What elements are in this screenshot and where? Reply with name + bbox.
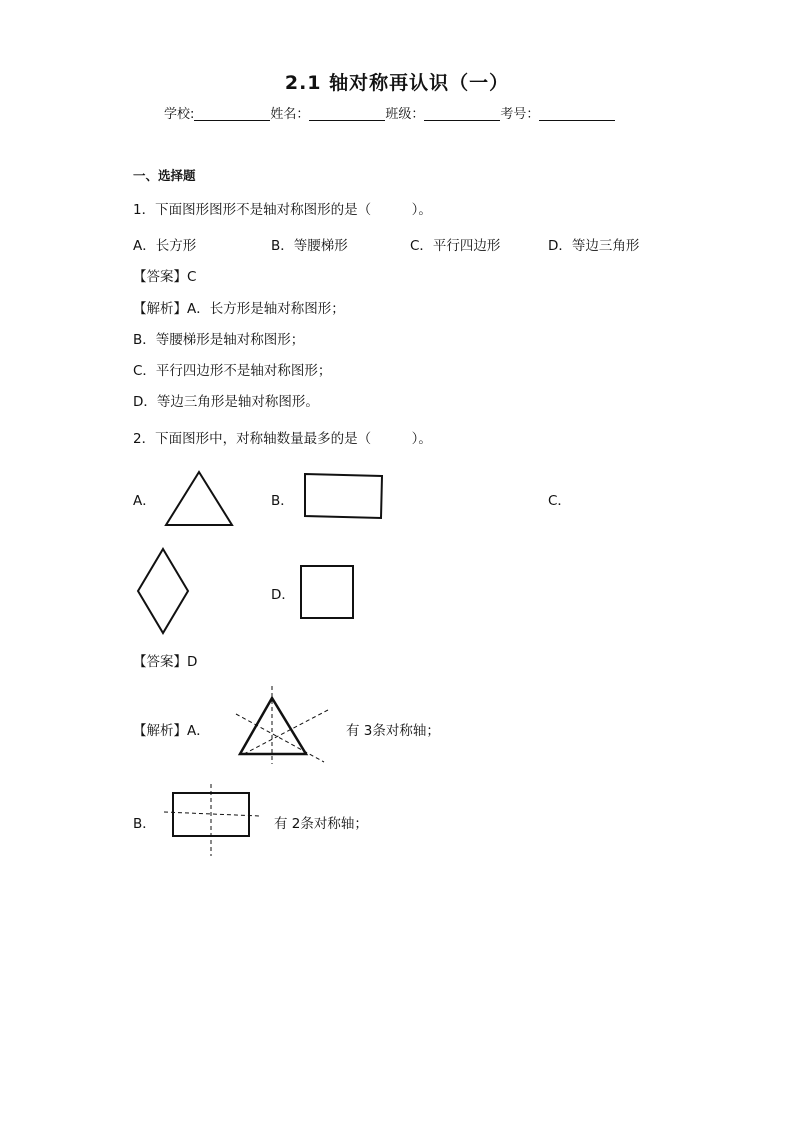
- square-figure: [296, 562, 358, 624]
- rectangle-figure: [300, 470, 388, 524]
- q2-option-b-label: B．: [271, 493, 294, 509]
- page-title: 2.1 轴对称再认识（一）: [284, 72, 510, 94]
- q2-analysis-a-text: 有 3条对称轴；: [346, 723, 440, 739]
- q1-analysis-line: B．等腰梯形是轴对称图形；: [133, 332, 305, 348]
- class-label: 班级：: [385, 107, 425, 122]
- student-info-line: [164, 103, 615, 122]
- section-heading: 一、选择题: [133, 168, 196, 183]
- rhombus-figure: [134, 546, 194, 638]
- q2-analysis-a-prefix: 【解析】A．: [133, 723, 210, 739]
- q2-option-a-label: A．: [133, 493, 156, 509]
- exam-number-blank[interactable]: [539, 106, 615, 121]
- triangle-axes-figure: [232, 684, 336, 766]
- q2-option-d-label: D．: [271, 587, 295, 603]
- q1-analysis-line: D．等边三角形是轴对称图形。: [133, 394, 319, 410]
- q1-stem: 1．下面图形图形不是轴对称图形的是（ ）。: [133, 202, 432, 218]
- triangle-figure: [160, 468, 240, 530]
- q1-option-d: D．等边三角形: [548, 238, 640, 254]
- school-blank[interactable]: [194, 106, 270, 121]
- name-label: 姓名：: [270, 107, 310, 122]
- q1-option-a: A．长方形: [133, 238, 197, 254]
- q2-option-c-label: C．: [548, 493, 571, 509]
- exam-number-label: 考号：: [500, 107, 540, 122]
- q2-answer: 【答案】D: [133, 654, 198, 670]
- q2-stem: 2．下面图形中，对称轴数量最多的是（ ）。: [133, 431, 432, 447]
- q2-analysis-b-text: 有 2条对称轴；: [274, 816, 368, 832]
- q1-analysis-line: C．平行四边形不是轴对称图形；: [133, 363, 332, 379]
- rectangle-axes-figure: [164, 784, 264, 858]
- q1-analysis-line: 【解析】A．长方形是轴对称图形；: [133, 301, 345, 317]
- name-blank[interactable]: [309, 106, 385, 121]
- q1-answer: 【答案】C: [133, 269, 197, 285]
- class-blank[interactable]: [424, 106, 500, 121]
- q1-option-c: C．平行四边形: [410, 238, 501, 254]
- q1-option-b: B．等腰梯形: [271, 238, 348, 254]
- q2-analysis-b-prefix: B．: [133, 816, 156, 832]
- school-label: 学校:: [164, 107, 195, 122]
